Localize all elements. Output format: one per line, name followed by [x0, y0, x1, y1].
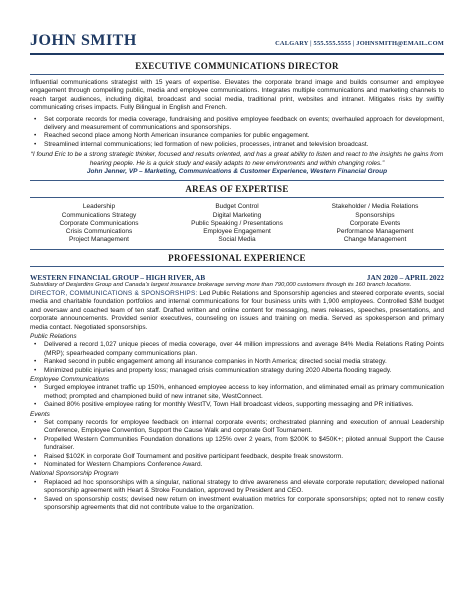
expertise-top-divider [30, 180, 444, 181]
header-divider [30, 53, 444, 55]
achievement-item: • Delivered a record 1,027 unique pieces of media coverage, over 44 million impressions and average 84% Media Relations Rating Points (MRP); spearheaded company communications plan. [30, 341, 444, 358]
expertise-item: Crisis Communications [65, 228, 133, 236]
expertise-heading-divider [30, 197, 444, 198]
expertise-item: Performance Management [336, 228, 414, 236]
expertise-item: Public Speaking / Presentations [191, 219, 283, 227]
experience-heading: PROFESSIONAL EXPERIENCE [168, 253, 306, 264]
highlights-list [30, 116, 444, 150]
expertise-item: Sponsorships [355, 211, 395, 219]
expertise-item: Stakeholder / Media Relations [331, 203, 419, 211]
role-summary [30, 290, 444, 332]
expertise-item: Communications Strategy [61, 211, 137, 219]
achievement-item: • Saved on sponsorship costs; devised new return on investment evaluation metrics for corporate sponsorships; opted not to renew costly sponsorship agreements that did not contribute value to the organization. [30, 496, 444, 513]
achievement-item: • Raised $102K in corporate Golf Tournament and positive participant feedback, despite freak snowstorm. [30, 453, 444, 461]
expertise-item: Budget Control [215, 203, 259, 211]
highlight-item: • Streamlined internal communications; led formation of new policies, processes, intranet and television broadcast. [30, 141, 444, 149]
employer-name: WESTERN FINANCIAL GROUP – HIGH RIVER, AB [30, 273, 206, 283]
expertise-item: Employee Engagement [203, 228, 271, 236]
events-list [30, 419, 444, 469]
candidate-name: JOHN SMITH [30, 32, 137, 49]
sponsorship-program-list [30, 479, 444, 513]
contact-info: CALGARY | 555.555.5555 | JOHNSMITH@EMAIL.COM [275, 40, 444, 47]
achievement-item: • Minimized public injuries and property loss; managed crisis communication strategy during 2020 Alberta flooding tragedy. [30, 367, 444, 375]
expertise-item: Social Media [218, 236, 256, 244]
highlight-item: • Reached second place among North American insurance companies for public engagement. [30, 132, 444, 140]
role-description: Led Public Relations and Sponsorship agencies and steered corporate events, social media and charitable foundation portfolios and internal communications for four business units with 1,900 employees. Controlled $3M budget and oversaw and coached team of ten staff. Drafted written and online content for messaging, news releases, speeches, presentations, and corporate announcements. Provided senior executives, counseling on issues and training on media. Served as spokesperson and primary media contact. Negotiated sponsorships. [30, 289, 445, 331]
testimonial-attribution: John Jenner, VP – Marketing, Communications & Customer Experience, Western Financial Group [86, 168, 388, 176]
title-divider [30, 74, 444, 75]
expertise-item: Change Management [343, 236, 407, 244]
job-header [30, 273, 444, 282]
expertise-item: Digital Marketing [212, 211, 262, 219]
expertise-item: Project Management [69, 236, 129, 244]
testimonial-quote: “I found Eric to be a strong strategic thinker, focused and results oriented, and has a great ability to listen and react to the insights he gains from hearing people. He is a quick study and easily adapts to new environments and within changing roles.” [30, 151, 444, 167]
expertise-grid [30, 203, 444, 244]
subsection-heading: Employee Communications [30, 375, 110, 383]
subsection-heading: Events [30, 410, 50, 418]
achievement-item: • Nominated for Western Champions Conference Award. [30, 461, 444, 469]
public-relations-list [30, 341, 444, 375]
employee-communications-list [30, 384, 444, 409]
role-title: DIRECTOR, COMMUNICATIONS & SPONSORSHIPS: [30, 289, 198, 297]
achievement-item: • Gained 80% positive employee rating for monthly WestTV, Town Hall broadcast videos, supporting messaging and PR initiatives. [30, 401, 444, 409]
subsection-heading: Public Relations [30, 332, 77, 340]
expertise-heading: AREAS OF EXPERTISE [185, 184, 289, 195]
highlight-item: • Set corporate records for media coverage, fundraising and positive employee feedback on events; overhauled approach for development, delivery and measurement of communications and sponsorships. [30, 116, 444, 133]
employer-description: Subsidiary of Desjardins Group and Canada’s largest insurance brokerage serving more than 790,000 customers through its 160 branch locations. [30, 282, 412, 289]
experience-top-divider [30, 249, 444, 250]
achievement-item: • Propelled Western Communities Foundation donations up 125% over 2 years, from $200K to $450K+; piloted annual Support the Cause fundraiser. [30, 436, 444, 453]
professional-title: EXECUTIVE COMMUNICATIONS DIRECTOR [135, 61, 339, 71]
achievement-item: • Set company records for employee feedback on internal corporate events; orchestrated planning and execution of annual Leadership Conference, Employee Convention, Support the Cause Walk and corporate Golf Tournament. [30, 419, 444, 436]
summary-paragraph: Influential communications strategist with 15 years of expertise. Elevates the corporate brand image and builds consumer and employee engagement through compelling public, media and employee communications. Integrates multiple communications and marketing channels to reach target audiences, including digital, broadcast and social media, traditional print, websites and intranet. Mitigates risks by swiftly communicating crises impacts. Fully Bilingual in English and French. [30, 79, 444, 112]
achievement-item: • Replaced ad hoc sponsorships with a singular, national strategy to drive awareness and elevate corporate reputation; developed national sponsorship agreement with Heart & Stroke Foundation, approved by President and CEO. [30, 479, 444, 496]
achievement-item: • Surged employee intranet traffic up 150%, enhanced employee access to key information, and eliminated email as primary communication method; prompted and championed build of new intranet site, WestConnect. [30, 384, 444, 401]
achievement-item: • Ranked second in public engagement among all insurance companies in North America; directed social media strategy. [30, 358, 444, 366]
resume-header [30, 0, 444, 49]
expertise-item: Corporate Communications [59, 219, 139, 227]
expertise-item: Corporate Events [349, 219, 401, 227]
expertise-item: Leadership [82, 203, 116, 211]
subsection-heading: National Sponsorship Program [30, 470, 119, 478]
job-dates: JAN 2020 – APRIL 2022 [366, 273, 444, 283]
experience-heading-divider [30, 266, 444, 267]
